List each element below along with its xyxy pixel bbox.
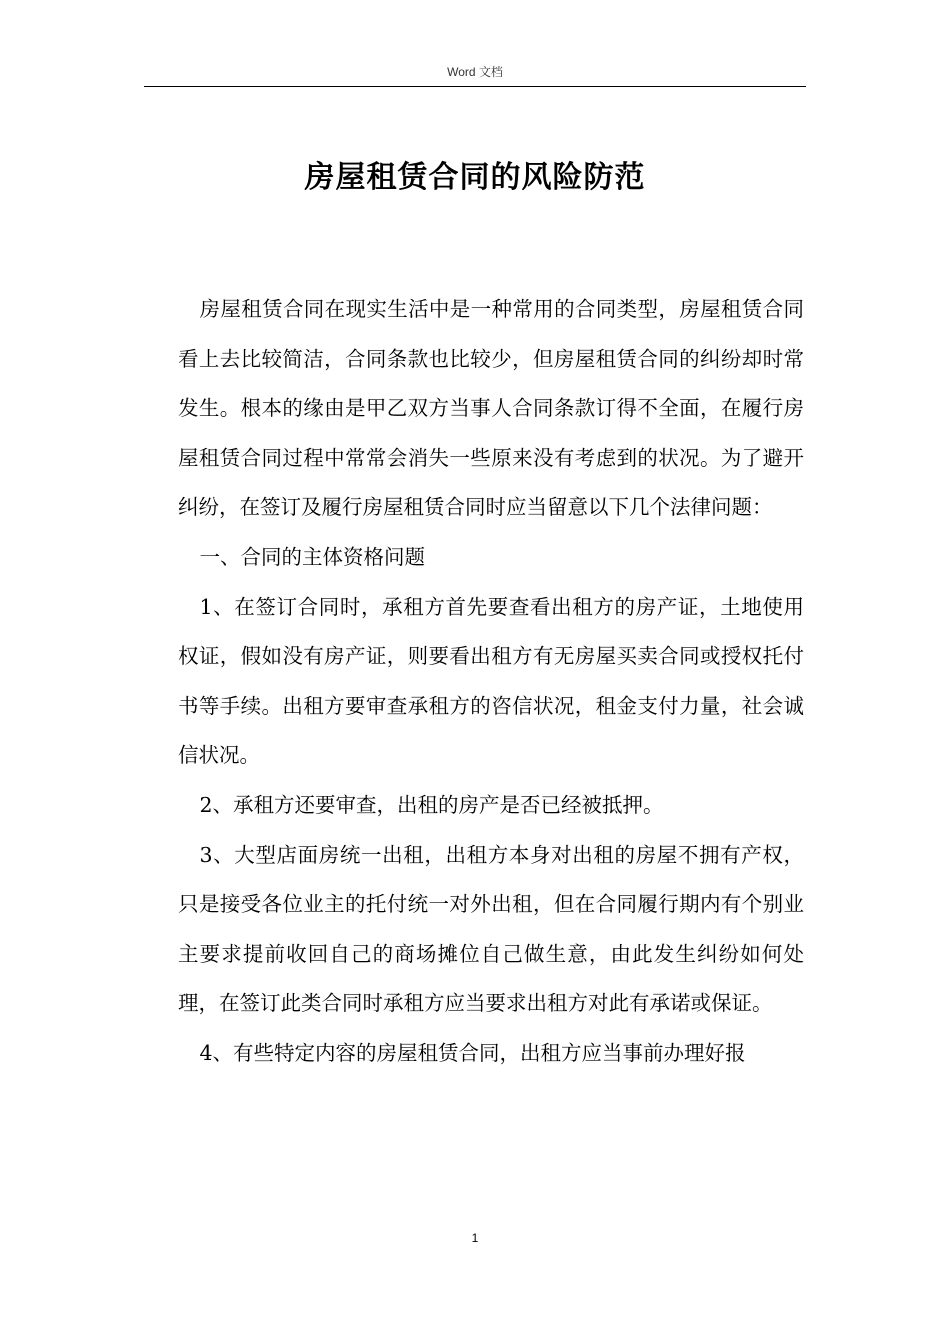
header-divider xyxy=(144,86,806,87)
document-body xyxy=(178,285,804,1079)
document-title: 房屋租赁合同的风险防范 xyxy=(304,160,646,195)
paragraph-item-4: 4、有些特定内容的房屋租赁合同，出租方应当事前办理好报 xyxy=(199,1040,746,1065)
page-header: Word 文档 xyxy=(447,65,503,79)
paragraph-intro: 房屋租赁合同在现实生活中是一种常用的合同类型，房屋租赁合同看上去比较简洁，合同条款也比较少，但房屋租赁合同的纠纷却时常发生。根本的缘由是甲乙双方当事人合同条款订得不全面，在履行房屋租赁合同过程中常常会消失一些原来没有考虑到的状况。为了避开纠纷，在签订及履行房屋租赁合同时应当留意以下几个法律问题： xyxy=(178,297,804,520)
paragraph-item-3: 3、大型店面房统一出租，出租方本身对出租的房屋不拥有产权，只是接受各位业主的托付统一对外出租，但在合同履行期内有个别业主要求提前收回自己的商场摊位自己做生意，由此发生纠纷如何处理，在签订此类合同时承租方应当要求出租方对此有承诺或保证。 xyxy=(178,842,804,1016)
page-number: 1 xyxy=(471,1231,479,1245)
paragraph-item-1: 1、在签订合同时，承租方首先要查看出租方的房产证，土地使用权证，假如没有房产证，则要看出租方有无房屋买卖合同或授权托付书等手续。出租方要审查承租方的咨信状况，租金支付力量，社会诚信状况。 xyxy=(178,594,804,768)
section-heading: 一、合同的主体资格问题 xyxy=(199,544,426,569)
paragraph-item-2: 2、承租方还要审查，出租的房产是否已经被抵押。 xyxy=(199,792,664,817)
